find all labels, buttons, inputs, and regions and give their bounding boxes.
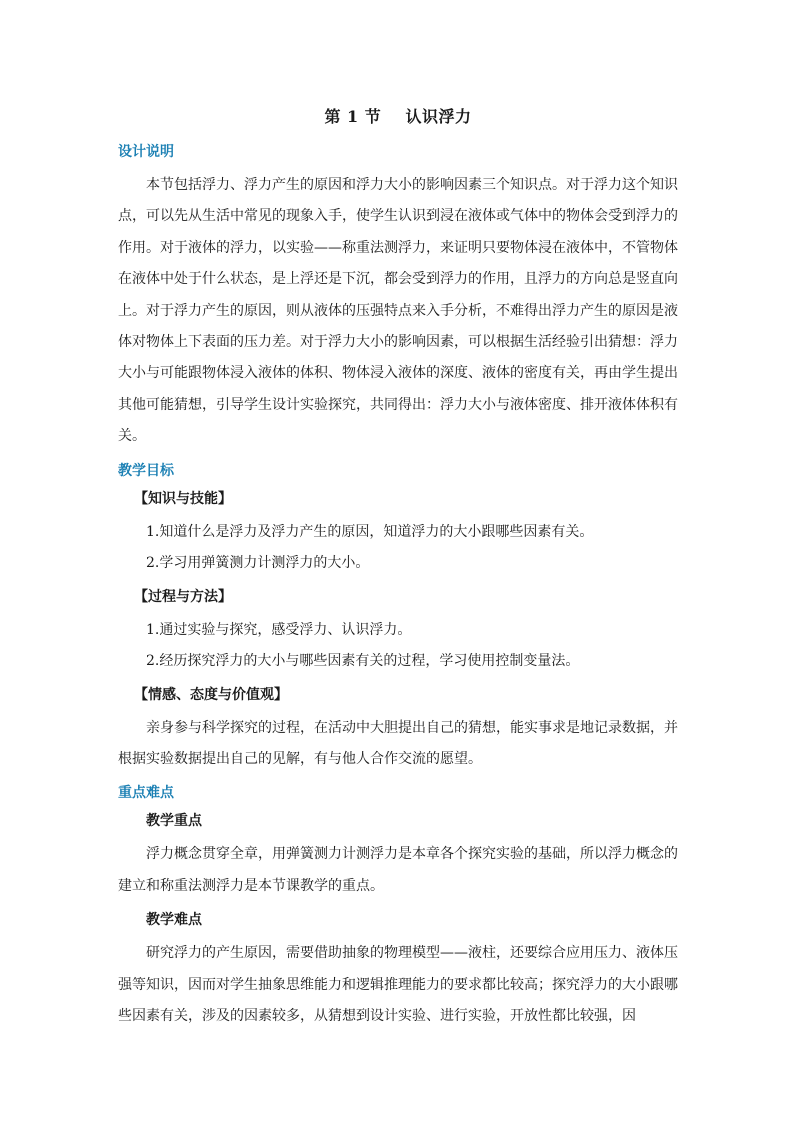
subheading-difficulty: 教学难点 (146, 912, 202, 929)
list-item: 2.经历探究浮力的大小与哪些因素有关的过程，学习使用控制变量法。 (146, 652, 580, 669)
section-heading-keypoints: 重点难点 (118, 785, 174, 802)
list-item: 2.学习用弹簧测力计测浮力的大小。 (146, 554, 370, 571)
section-heading-design: 设计说明 (118, 144, 174, 160)
section-heading-goals: 教学目标 (118, 462, 174, 479)
difficulty-paragraph: 研究浮力的产生原因，需要借助抽象的物理模型——液柱，还要综合应用压力、液体压强等知识，因而对学生抽象思维能力和逻辑推理能力的要求都比较高；探究浮力的大小跟哪些因素有关，涉及的因素较多，从猜想到设计实验、进行实验，开放性都比较强，因 (118, 945, 678, 1025)
document-page (118, 100, 678, 1033)
subheading-focus: 教学重点 (146, 813, 202, 830)
subheading-knowledge: 【知识与技能】 (134, 490, 232, 507)
design-paragraph: 本节包括浮力、浮力产生的原因和浮力大小的影响因素三个知识点。对于浮力这个知识点，可以先从生活中常见的现象入手，使学生认识到浸在液体或气体中的物体会受到浮力的作用。对于液体的浮力，以实验——称重法测浮力，来证明只要物体浸在液体中，不管物体在液体中处于什么状态，是上浮还是下沉，都会受到浮力的作用，且浮力的方向总是竖直向上。对于浮力产生的原因，则从液体的压强特点来入手分析，不难得出浮力产生的原因是液体对物体上下表面的压力差。对于浮力大小的影响因素，可以根据生活经验引出猜想：浮力大小与可能跟物体浸入液体的体积、物体浸入液体的深度、液体的密度有关，再由学生提出其他可能猜想，引导学生设计实验探究，共同得出：浮力大小与液体密度、排开液体体积有关。 (118, 177, 678, 445)
list-item: 1.知道什么是浮力及浮力产生的原因，知道浮力的大小跟哪些因素有关。 (146, 523, 594, 540)
list-item: 1.通过实验与探究，感受浮力、认识浮力。 (146, 621, 412, 638)
focus-paragraph: 浮力概念贯穿全章，用弹簧测力计测浮力是本章各个探究实验的基础，所以浮力概念的建立和称重法测浮力是本节课教学的重点。 (118, 846, 678, 894)
emotion-paragraph: 亲身参与科学探究的过程，在活动中大胆提出自己的猜想，能实事求是地记录数据，并根据实验数据提出自己的见解，有与他人合作交流的愿望。 (118, 719, 678, 768)
page-title: 第 1 节 认识浮力 (324, 107, 472, 126)
subheading-emotion: 【情感、态度与价值观】 (134, 686, 288, 703)
subheading-process: 【过程与方法】 (134, 588, 232, 605)
